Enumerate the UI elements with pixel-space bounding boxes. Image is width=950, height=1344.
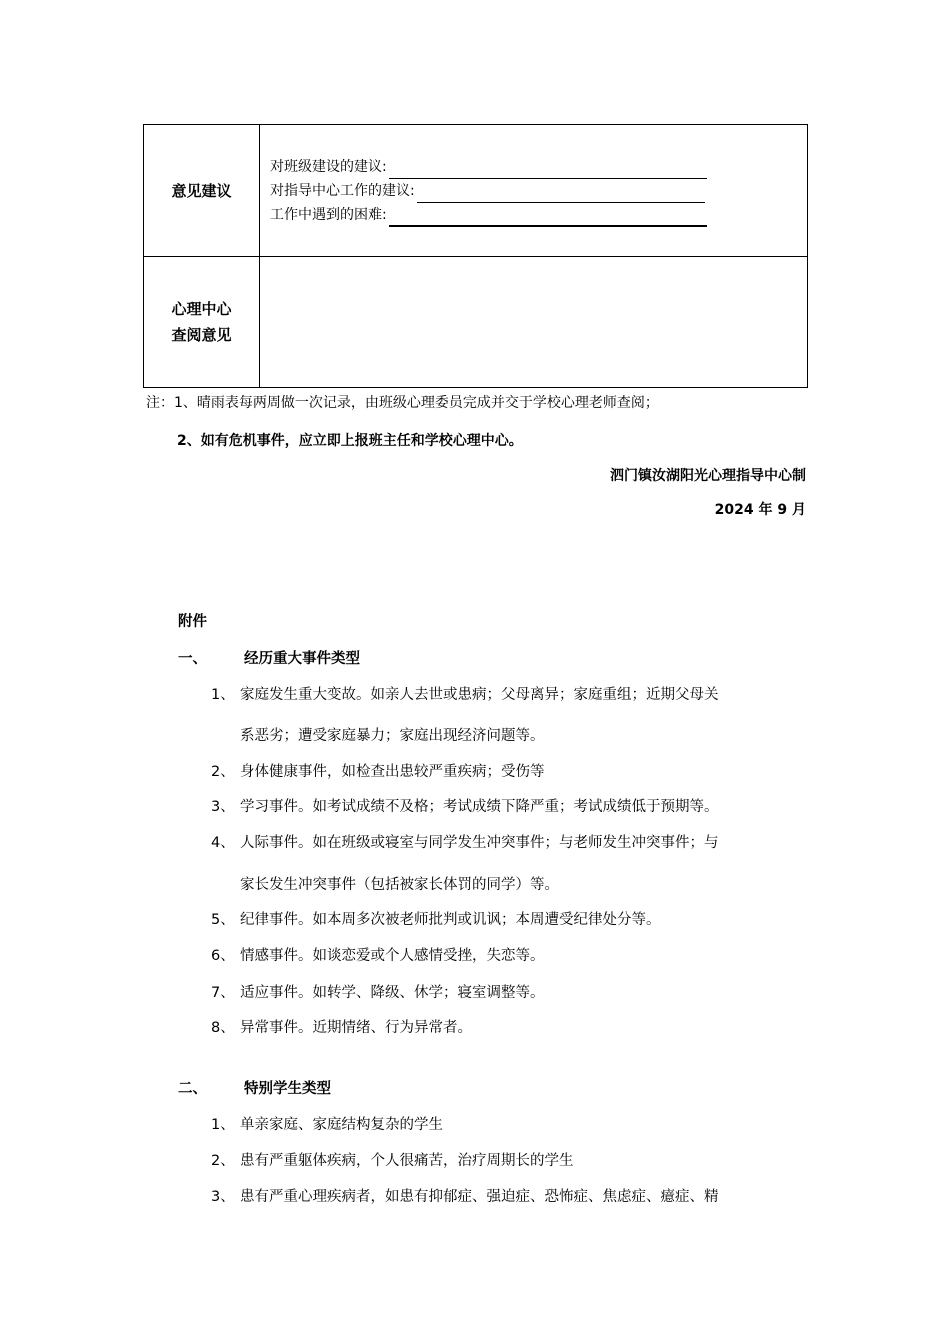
s2-item-3-line1: 患有严重心理疾病者，如患有抑郁症、强迫症、恐怖症、焦虑症、癔症、精	[240, 1189, 719, 1205]
s1-item-1-line2: 系恶劣；遭受家庭暴力；家庭出现经济问题等。	[240, 728, 545, 744]
section1-title: 经历重大事件类型	[244, 651, 360, 667]
review-content-cell[interactable]	[260, 257, 808, 388]
s2-item-2-line1: 患有严重躯体疾病，个人很痛苦，治疗周期长的学生	[240, 1153, 574, 1169]
s2-item-1-number: 1、	[211, 1117, 235, 1133]
suggestion-difficulty-label: 工作中遇到的困难:	[270, 206, 387, 223]
review-label-line2: 查阅意见	[171, 326, 232, 344]
s1-item-5-line1: 纪律事件。如本周多次被老师批判或讥讽；本周遭受纪律处分等。	[240, 912, 661, 928]
suggestion-cell	[260, 125, 808, 257]
signature-date: 2024 年 9 月	[714, 502, 806, 518]
section2-title: 特别学生类型	[244, 1081, 331, 1097]
review-label	[144, 257, 260, 388]
s1-item-6-number: 6、	[211, 948, 235, 964]
suggestion-center-blank[interactable]	[417, 187, 705, 203]
suggestion-class-blank[interactable]	[389, 163, 707, 179]
appendix-title: 附件	[178, 614, 207, 630]
suggestion-row	[144, 125, 808, 257]
note-1: 注：1、晴雨表每两周做一次记录，由班级心理委员完成并交于学校心理老师查阅；	[146, 395, 659, 411]
suggestion-class-label: 对班级建设的建议:	[270, 158, 387, 175]
s2-item-1-line1: 单亲家庭、家庭结构复杂的学生	[240, 1117, 443, 1133]
s1-item-8-line1: 异常事件。近期情绪、行为异常者。	[240, 1020, 472, 1036]
suggestion-center-label: 对指导中心工作的建议:	[270, 182, 415, 199]
review-row	[144, 257, 808, 388]
note-2: 2、如有危机事件，应立即上报班主任和学校心理中心。	[177, 433, 523, 449]
s1-item-3-line1: 学习事件。如考试成绩不及格；考试成绩下降严重；考试成绩低于预期等。	[240, 799, 719, 815]
s1-item-6-line1: 情感事件。如谈恋爱或个人感情受挫，失恋等。	[240, 948, 545, 964]
review-label-line1: 心理中心	[171, 300, 232, 318]
s1-item-4-line1: 人际事件。如在班级或寝室与同学发生冲突事件；与老师发生冲突事件；与	[240, 835, 719, 851]
suggestion-label: 意见建议	[144, 125, 260, 257]
feedback-table	[143, 124, 808, 388]
s1-item-3-number: 3、	[211, 799, 235, 815]
s1-item-4-line2: 家长发生冲突事件（包括被家长体罚的同学）等。	[240, 877, 559, 893]
s1-item-7-number: 7、	[211, 985, 235, 1001]
s1-item-5-number: 5、	[211, 912, 235, 928]
section1-number: 一、	[178, 651, 207, 667]
s1-item-1-number: 1、	[211, 687, 235, 703]
s1-item-2-line1: 身体健康事件，如检查出患较严重疾病；受伤等	[240, 764, 545, 780]
suggestion-line-center	[260, 179, 807, 203]
s1-item-8-number: 8、	[211, 1020, 235, 1036]
signature-org: 泗门镇汝湖阳光心理指导中心制	[610, 468, 806, 484]
suggestion-line-class	[260, 155, 807, 179]
suggestion-difficulty-blank[interactable]	[389, 210, 707, 227]
s1-item-4-number: 4、	[211, 835, 235, 851]
s2-item-3-number: 3、	[211, 1189, 235, 1205]
s1-item-7-line1: 适应事件。如转学、降级、休学；寝室调整等。	[240, 985, 545, 1001]
s1-item-1-line1: 家庭发生重大变故。如亲人去世或患病；父母离异；家庭重组；近期父母关	[240, 687, 719, 703]
suggestion-line-difficulty	[260, 203, 807, 227]
s1-item-2-number: 2、	[211, 764, 235, 780]
s2-item-2-number: 2、	[211, 1153, 235, 1169]
section2-number: 二、	[178, 1081, 207, 1097]
